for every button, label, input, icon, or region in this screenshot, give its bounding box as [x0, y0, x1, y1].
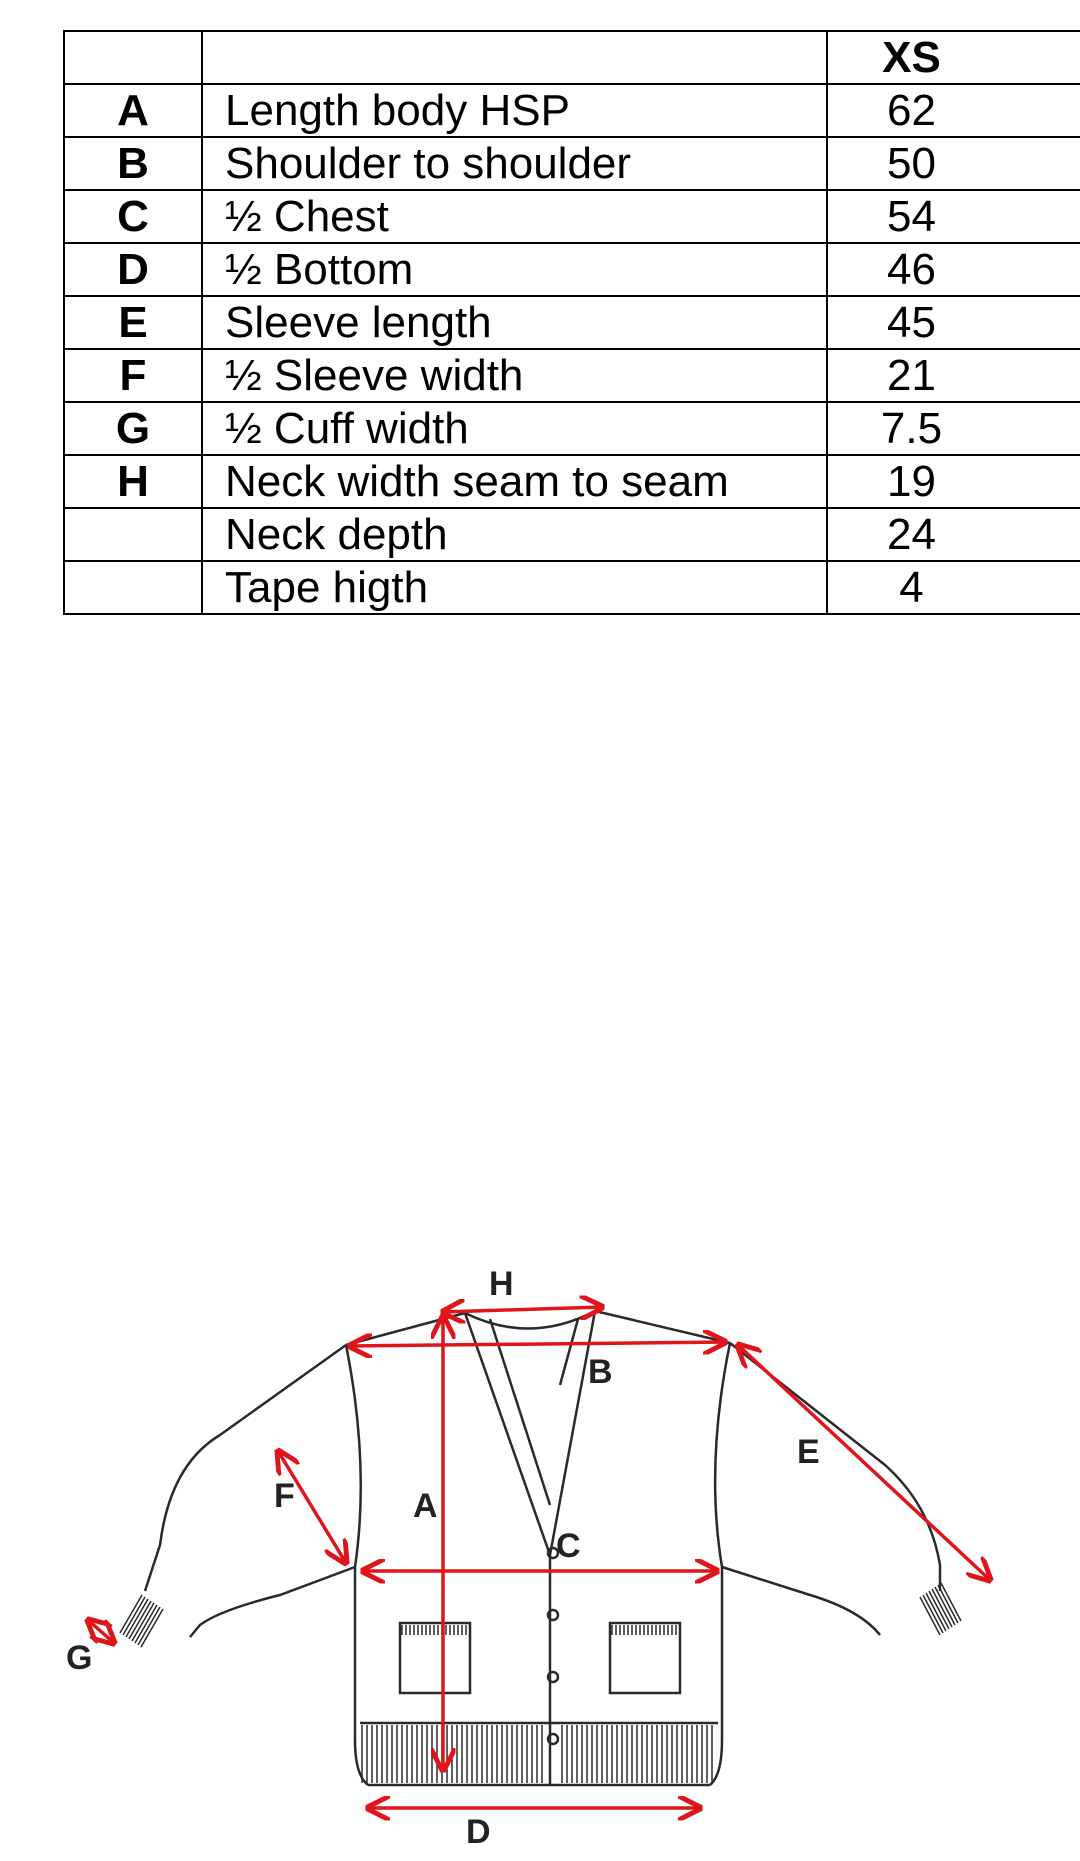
table-row [64, 508, 1080, 561]
measure-label-cell: ½ Sleeve width [202, 349, 827, 402]
measure-code-cell: H [64, 455, 202, 508]
label-f: F [274, 1477, 295, 1515]
table-row [64, 190, 1080, 243]
measure-h-line [443, 1307, 602, 1312]
label-c: C [556, 1527, 581, 1565]
measure-value-cell: 24 [827, 508, 1080, 561]
measure-code-cell: B [64, 137, 202, 190]
measure-label-cell: Tape higth [202, 561, 827, 614]
table-row [64, 349, 1080, 402]
measure-code-cell: G [64, 402, 202, 455]
measure-value-cell: 4 [827, 561, 1080, 614]
measure-code-cell: F [64, 349, 202, 402]
measure-e-line [738, 1345, 990, 1580]
table-row [64, 137, 1080, 190]
measure-code-cell [64, 508, 202, 561]
measure-code-cell: D [64, 243, 202, 296]
measure-label-cell: Neck depth [202, 508, 827, 561]
measure-value-cell: 21 [827, 349, 1080, 402]
table-row [64, 296, 1080, 349]
ribbing [120, 1583, 961, 1783]
cardigan-measurement-diagram [50, 1245, 1040, 1845]
label-a: A [413, 1487, 438, 1525]
label-b: B [588, 1353, 613, 1391]
header-label-cell [202, 31, 827, 84]
table-row [64, 455, 1080, 508]
measure-label-cell: Sleeve length [202, 296, 827, 349]
table-row [64, 243, 1080, 296]
measure-label-cell: Shoulder to shoulder [202, 137, 827, 190]
table-row [64, 84, 1080, 137]
measure-code-cell: C [64, 190, 202, 243]
cardigan-outline [145, 1311, 940, 1785]
measure-value-cell: 54 [827, 190, 1080, 243]
measure-value-cell: 46 [827, 243, 1080, 296]
label-h: H [489, 1265, 514, 1303]
measurement-lines [88, 1307, 990, 1808]
header-code-cell [64, 31, 202, 84]
measure-value-cell: 19 [827, 455, 1080, 508]
measure-code-cell: E [64, 296, 202, 349]
measure-code-cell: A [64, 84, 202, 137]
table-row [64, 561, 1080, 614]
label-g: G [66, 1639, 93, 1677]
measure-value-cell: 62 [827, 84, 1080, 137]
measure-label-cell: Neck width seam to seam [202, 455, 827, 508]
measure-value-cell: 45 [827, 296, 1080, 349]
table-header-row [64, 31, 1080, 84]
measure-value-cell: 50 [827, 137, 1080, 190]
label-d: D [466, 1813, 491, 1845]
measure-label-cell: ½ Chest [202, 190, 827, 243]
size-chart-table [63, 30, 1080, 615]
header-size-xs: XS [827, 31, 1080, 84]
measure-label-cell: ½ Cuff width [202, 402, 827, 455]
measure-label-cell: Length body HSP [202, 84, 827, 137]
label-e: E [797, 1433, 820, 1471]
table-row [64, 402, 1080, 455]
measure-code-cell [64, 561, 202, 614]
measure-label-cell: ½ Bottom [202, 243, 827, 296]
measure-value-cell: 7.5 [827, 402, 1080, 455]
measure-b-line [350, 1342, 725, 1346]
